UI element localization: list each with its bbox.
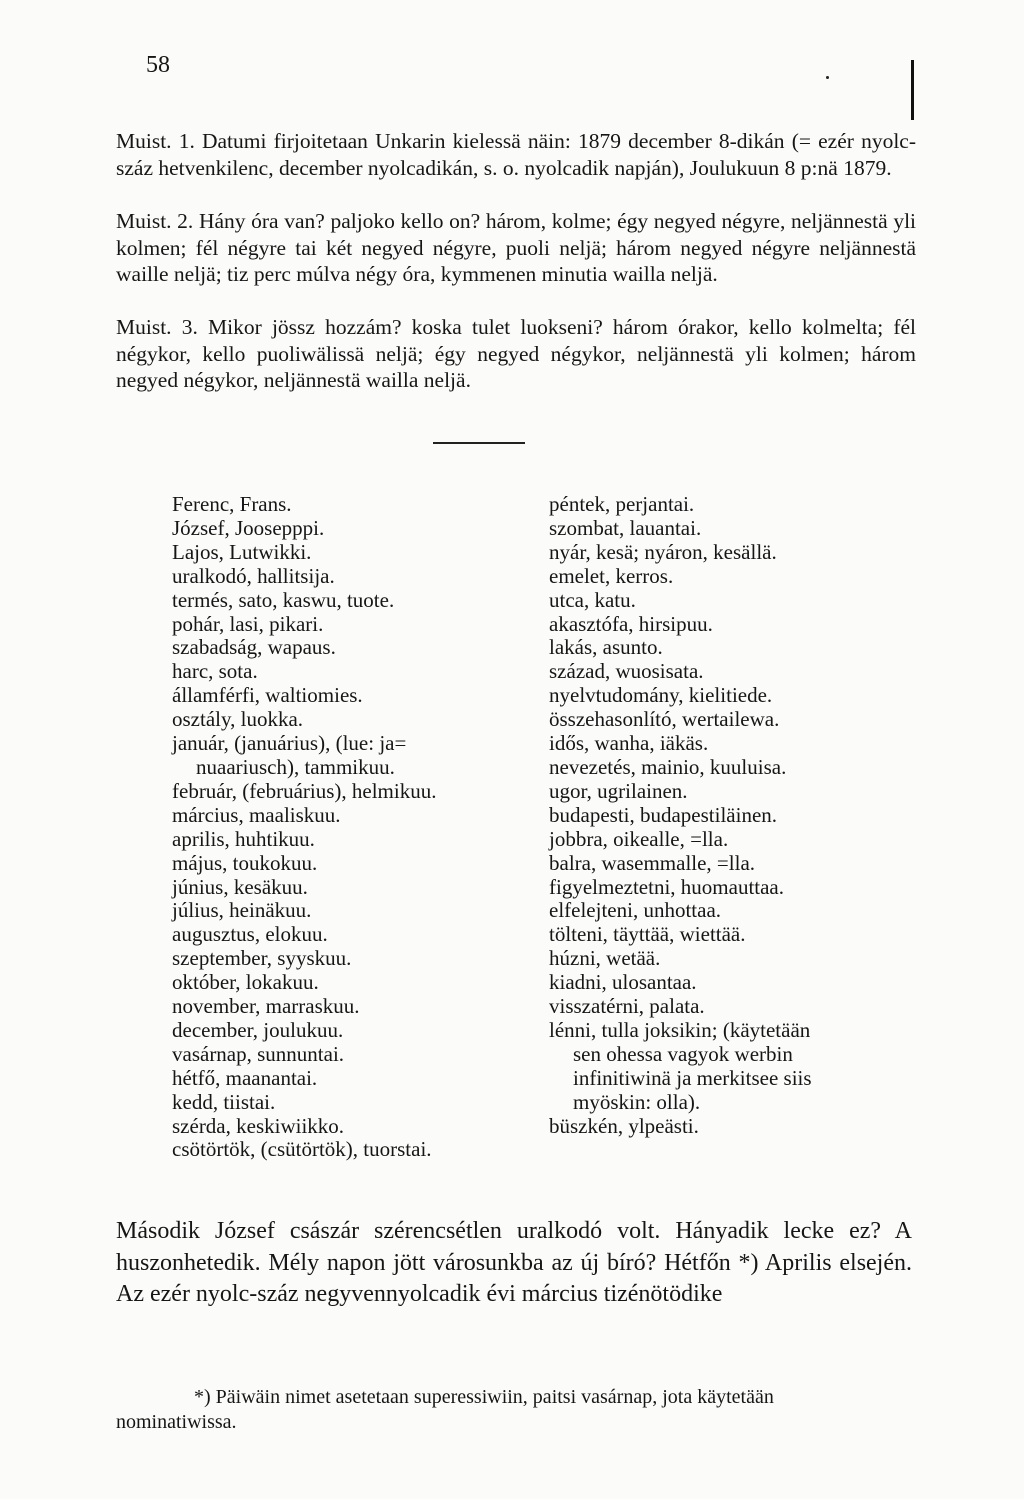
note-text: Hány óra van? paljoko kello on? három, kolme; égy negyed négyre, neljännestä yli kolmen; fél négyre tai két negyed négyre, puoli neljä; három negyed négyre neljännestä waille neljä; tiz perc múlva négy óra, kymmenen minutia wailla neljä.	[116, 209, 917, 286]
vocabulary-entry: szombat, lauantai.	[549, 515, 702, 540]
note-paragraph-2	[116, 208, 916, 288]
vocabulary-entry: pohár, lasi, pikari.	[172, 611, 324, 636]
vocabulary-entry: hétfő, maanantai.	[172, 1065, 318, 1090]
note-label: Muist. 1.	[116, 129, 195, 153]
footnote-text: Päiwäin nimet asetetaan superessiwiin, paitsi vasárnap, jota käytetään nominatiwissa.	[116, 1386, 774, 1433]
vocabulary-entry: osztály, luokka.	[172, 707, 304, 732]
vocabulary-entry: péntek, perjantai.	[549, 492, 695, 516]
vocabulary-entry: szeptember, syyskuu.	[172, 946, 352, 971]
vocabulary-entry: január, (januárius), (lue: ja=	[172, 731, 407, 756]
note-paragraph-1	[116, 128, 916, 181]
vocabulary-entry: akasztófa, hirsipuu.	[549, 611, 713, 636]
vocabulary-entry: július, heinäkuu.	[172, 898, 312, 923]
vocabulary-entry: Ferenc, Frans.	[172, 492, 292, 516]
vocabulary-entry: aprilis, huhtikuu.	[172, 826, 315, 851]
vocabulary-entry: kedd, tiistai.	[172, 1089, 276, 1114]
note-label: Muist. 2.	[116, 209, 194, 233]
vocabulary-entry: József, Joosepppi.	[172, 515, 325, 540]
vocabulary-entry: február, (februárius), helmikuu.	[172, 778, 437, 803]
footnote	[116, 1385, 896, 1435]
vocabulary-entry: lakás, asunto.	[549, 635, 663, 660]
vocabulary-entry: október, lokakuu.	[172, 970, 319, 995]
vocabulary-entry: nyelvtudomány, kielitiede.	[549, 683, 773, 708]
vocabulary-entry: ugor, ugrilainen.	[549, 778, 688, 803]
vocabulary-entry: infinitiwinä ja merkitsee siis	[573, 1065, 812, 1090]
vocabulary-entry: balra, wasemmalle, =lla.	[549, 850, 756, 875]
vocabulary-entry: vasárnap, sunnuntai.	[172, 1041, 345, 1066]
vocabulary-entry: termés, sato, kaswu, tuote.	[172, 587, 395, 612]
note-text: Datumi firjoitetaan Unkarin kielessä näin: 1879 december 8-dikán (= ezér nyolc-száz hetvenkilenc, december nyolcadikán, s. o. nyolcadik napján), Joulukuun 8 p:nä 1879.	[116, 129, 916, 180]
vocabulary-entry: figyelmeztetni, huomauttaa.	[549, 874, 784, 899]
vocabulary-entry: budapesti, budapestiläinen.	[549, 802, 778, 827]
vocabulary-entry: büszkén, ylpeästi.	[549, 1113, 699, 1138]
exercise-sentences: Második József császár szérencsétlen uralkodó volt. Hányadik lecke ez? A huszonhetedik. Mély napon jött városunkba az új bíró? Hétfőn *) Aprilis elsején. Az ezér nyolc-száz negyvennyolcadik évi március tizénötödike	[116, 1218, 912, 1307]
vocabulary-entry: augusztus, elokuu.	[172, 922, 328, 947]
section-divider	[433, 442, 525, 444]
vocabulary-entry: szabadság, wapaus.	[172, 635, 336, 660]
vocabulary-entry: elfelejteni, unhottaa.	[549, 898, 722, 923]
vocabulary-entry: lénni, tulla joksikin; (käytetään	[549, 1017, 811, 1042]
vocabulary-entry: szérda, keskiwiikko.	[172, 1113, 345, 1138]
vocabulary-entry: század, wuosisata.	[549, 659, 704, 684]
vocabulary-entry: visszatérni, palata.	[549, 994, 705, 1019]
vocabulary-entry: december, joulukuu.	[172, 1017, 344, 1042]
vocabulary-entry: harc, sota.	[172, 659, 258, 684]
note-label: Muist. 3.	[116, 315, 198, 339]
vocabulary-list-left	[172, 493, 436, 1162]
note-paragraph-3	[116, 314, 916, 394]
vocabulary-entry: nuaariusch), tammikuu.	[196, 754, 395, 779]
margin-bar	[911, 60, 914, 120]
vocabulary-entry: uralkodó, hallitsija.	[172, 563, 335, 588]
footnote-marker: *)	[194, 1386, 211, 1408]
vocabulary-entry: államférfi, waltiomies.	[172, 683, 363, 708]
vocabulary-entry: idős, wanha, iäkäs.	[549, 731, 709, 756]
vocabulary-entry: csötörtök, (csütörtök), tuorstai.	[172, 1137, 432, 1162]
vocabulary-entry: május, toukokuu.	[172, 850, 318, 875]
vocabulary-entry: myöskin: olla).	[573, 1089, 701, 1114]
vocabulary-entry: húzni, wetää.	[549, 946, 661, 971]
vocabulary-entry: utca, katu.	[549, 587, 636, 612]
vocabulary-entry: sen ohessa vagyok werbin	[573, 1041, 793, 1066]
ink-speck	[826, 76, 829, 79]
vocabulary-entry: november, marraskuu.	[172, 994, 360, 1019]
vocabulary-entry: nevezetés, mainio, kuuluisa.	[549, 754, 787, 779]
vocabulary-entry: Lajos, Lutwikki.	[172, 539, 312, 564]
vocabulary-entry: jobbra, oikealle, =lla.	[549, 826, 729, 851]
vocabulary-entry: június, kesäkuu.	[172, 874, 308, 899]
vocabulary-list-right	[549, 493, 812, 1138]
page-number: 58	[146, 52, 170, 78]
vocabulary-entry: kiadni, ulosantaa.	[549, 970, 697, 995]
vocabulary-entry: nyár, kesä; nyáron, kesällä.	[549, 539, 777, 564]
vocabulary-entry: összehasonlító, wertailewa.	[549, 707, 780, 732]
vocabulary-entry: március, maaliskuu.	[172, 802, 341, 827]
note-text: Mikor jössz hozzám? koska tulet luokseni? három órakor, kello kolmelta; fél négykor, kello puoliwälissä neljä; égy negyed négykor, neljännestä yli kolmen; három negyed négykor, neljännestä wailla neljä.	[116, 315, 917, 392]
vocabulary-entry: emelet, kerros.	[549, 563, 674, 588]
vocabulary-entry: tölteni, täyttää, wiettää.	[549, 922, 746, 947]
